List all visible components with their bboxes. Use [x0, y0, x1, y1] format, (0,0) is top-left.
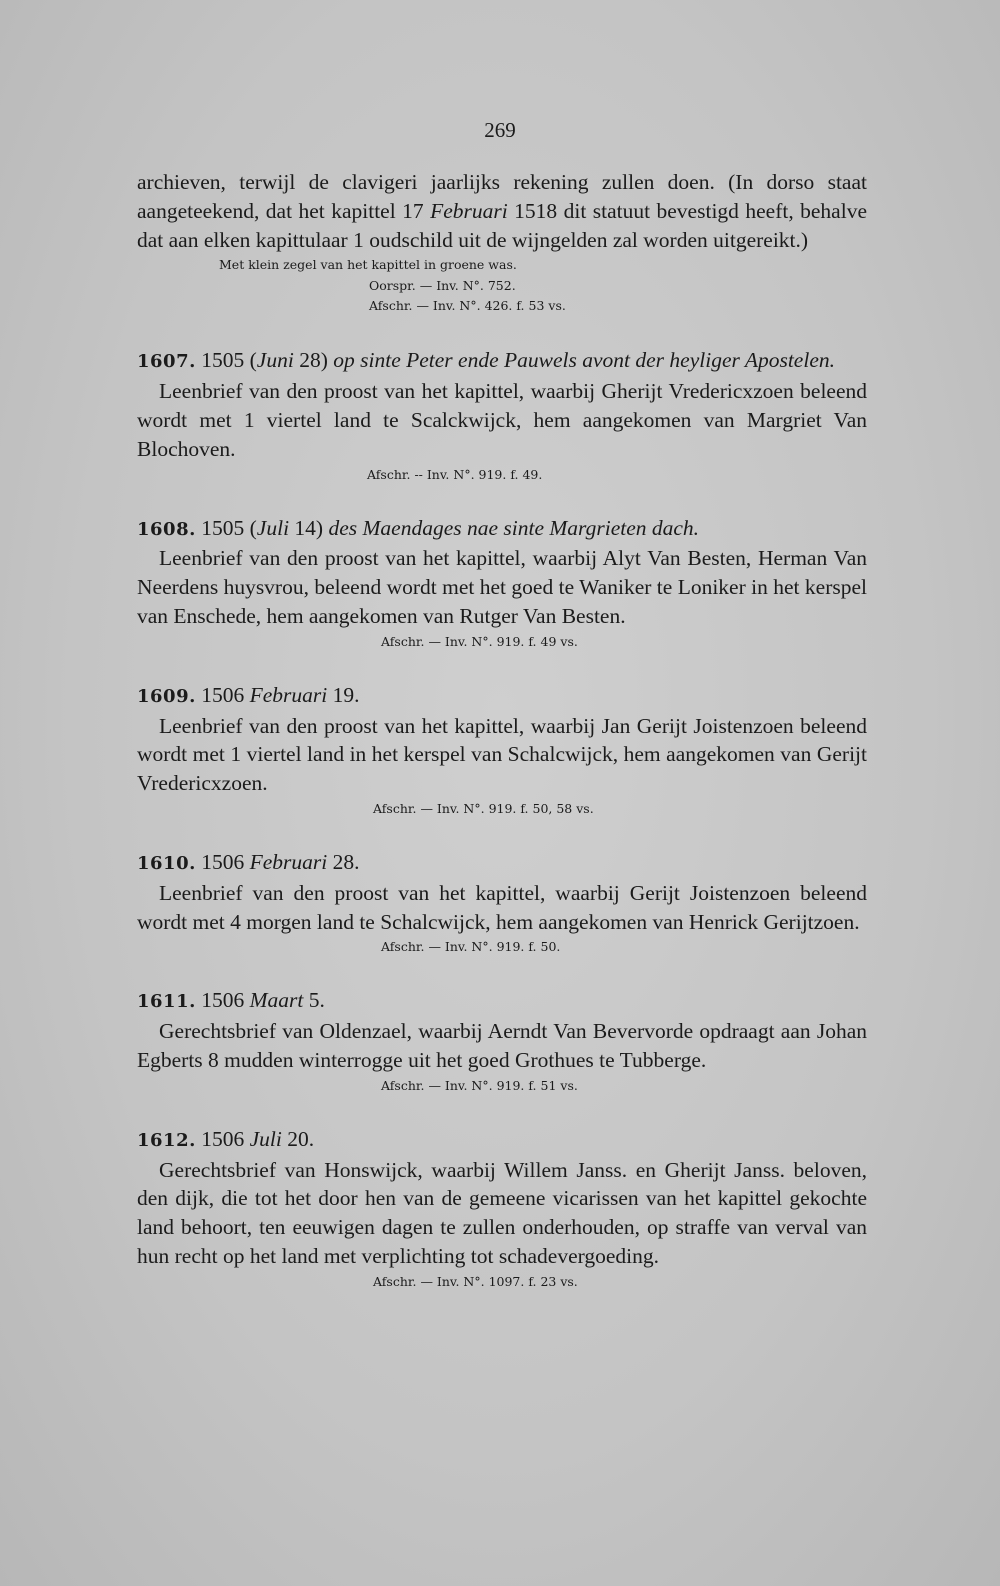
- entry-heading: [137, 986, 867, 1017]
- continuation-text-part-1: archieven, terwijl de clavigeri jaarlijks rekening zullen doen. (In dorso staat aangeteekend, dat het kapittel 17: [137, 170, 867, 223]
- entry-number: 1607.: [137, 351, 196, 373]
- page-number: 269: [484, 118, 516, 142]
- entry-date: 1506: [201, 849, 245, 874]
- entry-date: 1505: [201, 515, 245, 540]
- entry-body: Leenbrief van den proost van het kapittel, waarbij Jan Gerijt Joistenzoen beleend wordt met 1 viertel land in het kerspel van Schalcwijck, hem aangekomen van Gerijt Vredericxzoen.: [137, 713, 867, 796]
- entry-date: 1506: [201, 682, 245, 707]
- entry-date-month: Maart: [249, 988, 304, 1013]
- entry-date-day: 20.: [281, 1126, 315, 1151]
- continuation-block: [137, 168, 867, 316]
- entry-1609: [137, 681, 867, 820]
- entry-source: Afschr. — Inv. N°. 919. f. 50, 58 vs.: [373, 800, 594, 816]
- entry-feast-day: des Maendages nae sinte Margrieten dach.: [323, 515, 700, 540]
- continuation-text-italic: Februari: [430, 198, 508, 223]
- entry-date: 1506: [201, 988, 245, 1013]
- entry-source: Afschr. — Inv. N°. 919. f. 51 vs.: [381, 1077, 578, 1093]
- entry-body: Gerechtsbrief van Oldenzael, waarbij Aerndt Van Bevervorde opdraagt aan Johan Egberts 8 mudden winterrogge uit het goed Grothues te Tubberge.: [137, 1019, 867, 1072]
- entry-source: Afschr. — Inv. N°. 919. f. 49 vs.: [381, 633, 578, 649]
- entry-date-month: Februari: [249, 849, 328, 874]
- source-original: Oorspr. — Inv. N°. 752.: [369, 278, 516, 294]
- entry-date-paren: (: [249, 348, 257, 373]
- entry-date-day: 14): [289, 515, 324, 540]
- entry-date: 1505: [201, 348, 245, 373]
- entry-body: Gerechtsbrief van Honswijck, waarbij Willem Janss. en Gherijt Janss. beloven, den dijk, die tot het door hen van de gemeene vicarissen van het kapittel gekochte land behoort, ten eeuwigen dagen te zullen onderhouden, op straffe van verval van hun recht op het land met verplichting tot schadevergoeding.: [137, 1157, 867, 1268]
- entry-number: 1611.: [137, 991, 196, 1013]
- entry-date-day: 28.: [327, 849, 360, 874]
- entry-body: Leenbrief van den proost van het kapittel, waarbij Alyt Van Besten, Herman Van Neerdens huysvrou, beleend wordt met het goed te Waniker te Loniker in het kerspel van Enschede, hem aangekomen van Rutger Van Besten.: [137, 546, 867, 628]
- entry-heading: [137, 848, 867, 879]
- source-copy: Afschr. — Inv. N°. 426. f. 53 vs.: [369, 298, 566, 314]
- entry-date-month: Juni: [256, 348, 294, 373]
- entry-heading: [137, 346, 867, 377]
- entry-date-month: Februari: [249, 682, 328, 707]
- entry-1612: [137, 1125, 867, 1293]
- entry-number: 1612.: [137, 1129, 196, 1151]
- entry-heading: [137, 681, 867, 712]
- entry-number: 1609.: [137, 685, 196, 707]
- entry-body: Leenbrief van den proost van het kapittel, waarbij Gherijt Vredericxzoen beleend wordt met 1 viertel land te Scalckwijck, hem aangekomen van Margriet Van Blochoven.: [137, 379, 867, 461]
- entry-date-day: 5.: [303, 988, 325, 1013]
- entry-feast-day: op sinte Peter ende Pauwels avont der heyliger Apostelen.: [327, 348, 835, 373]
- entry-1610: [137, 848, 867, 958]
- seal-note: Met klein zegel van het kapittel in groene was.: [219, 257, 517, 273]
- page-content: [137, 168, 867, 1293]
- entry-date-paren: (: [249, 515, 257, 540]
- entry-source: Afschr. -- Inv. N°. 919. f. 49.: [367, 466, 543, 482]
- continuation-text-part-2: 1518 dit statuut bevestigd heeft, behalve dat aan elken kapittulaar 1 oudschild uit de wijngelden zal worden uitgereikt.): [137, 198, 867, 252]
- entry-heading: [137, 1125, 867, 1156]
- entry-date: 1506: [201, 1126, 245, 1151]
- entry-source: Afschr. — Inv. N°. 919. f. 50.: [381, 939, 561, 955]
- entry-heading: [137, 514, 867, 545]
- entry-body: Leenbrief van den proost van het kapittel, waarbij Gerijt Joistenzoen beleend wordt met 4 morgen land te Schalcwijck, hem aangekomen van Henrick Gerijtzoen.: [137, 880, 867, 934]
- entry-date-month: Juli: [256, 515, 290, 540]
- entry-source: Afschr. — Inv. N°. 1097. f. 23 vs.: [373, 1273, 578, 1289]
- continuation-text: [137, 168, 867, 254]
- entry-number: 1608.: [137, 518, 196, 540]
- entry-date-day: 19.: [327, 682, 360, 707]
- entry-1611: [137, 986, 867, 1096]
- entry-number: 1610.: [137, 852, 196, 874]
- entry-1607: [137, 346, 867, 485]
- entry-1608: [137, 514, 867, 653]
- entry-date-day: 28): [293, 348, 328, 373]
- entry-date-month: Juli: [249, 1126, 282, 1151]
